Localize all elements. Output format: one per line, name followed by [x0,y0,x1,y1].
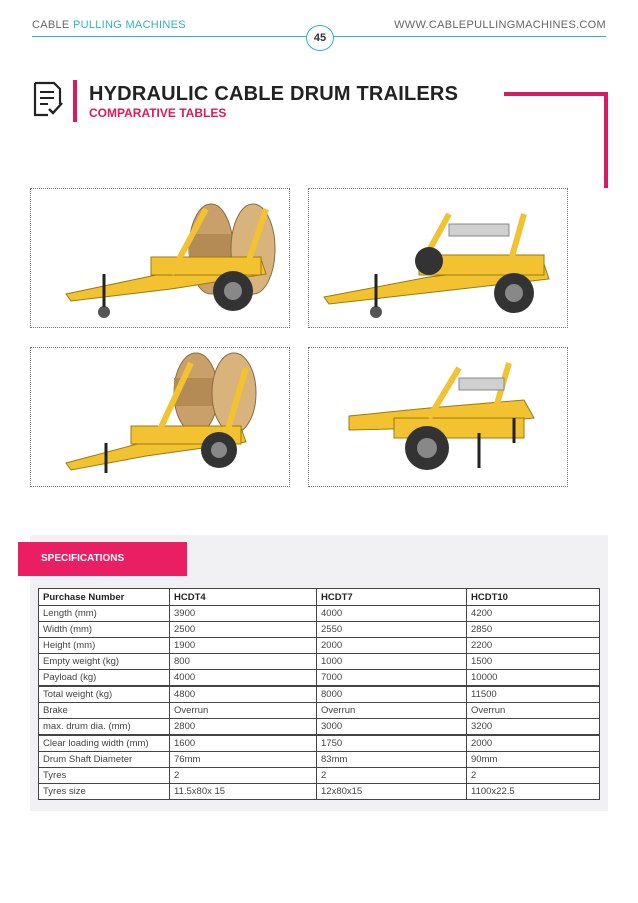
value-cell: 2000 [467,735,600,752]
row-label-cell: Length (mm) [39,606,170,622]
value-cell: 2 [170,768,317,784]
value-cell: 76mm [170,752,317,768]
value-cell: Overrun [170,703,317,719]
row-label-cell: Total weight (kg) [39,686,170,703]
brand-name [32,19,186,31]
table-row [39,654,600,670]
row-label-cell: Width (mm) [39,622,170,638]
table-row [39,719,600,736]
value-cell: 2 [467,768,600,784]
trailer-empty-photo-2 [308,347,568,487]
value-cell: 2200 [467,638,600,654]
value-cell: 1750 [317,735,467,752]
value-cell: 7000 [317,670,467,687]
value-cell: 1600 [170,735,317,752]
page-title: HYDRAULIC CABLE DRUM TRAILERS [89,83,459,105]
value-cell: 11.5x80x 15 [170,784,317,800]
value-cell: 1000 [317,654,467,670]
corner-decoration-vertical [604,92,608,188]
header-cell: HCDT4 [170,589,317,606]
row-label-cell: Tyres size [39,784,170,800]
value-cell: 2550 [317,622,467,638]
table-header-row [39,589,600,606]
row-label-cell: Brake [39,703,170,719]
table-row [39,768,600,784]
trailer-with-drum-photo-1 [30,188,290,328]
value-cell: 3200 [467,719,600,736]
value-cell: 3000 [317,719,467,736]
table-row [39,752,600,768]
website-link[interactable]: WWW.CABLEPULLINGMACHINES.COM [394,19,606,31]
value-cell: Overrun [467,703,600,719]
brand-accent: PULLING MACHINES [72,19,186,31]
checklist-document-icon [30,80,64,118]
value-cell: 1900 [170,638,317,654]
value-cell: 11500 [467,686,600,703]
specifications-table [38,588,600,800]
row-label-cell: Empty weight (kg) [39,654,170,670]
value-cell: 10000 [467,670,600,687]
header-cell: Purchase Number [39,589,170,606]
table-row [39,622,600,638]
value-cell: 1100x22.5 [467,784,600,800]
title-accent-bar [73,80,77,122]
header-cell: HCDT10 [467,589,600,606]
value-cell: Overrun [317,703,467,719]
corner-decoration-horizontal [504,92,608,96]
trailer-with-drum-photo-2 [30,347,290,487]
row-label-cell: Clear loading width (mm) [39,735,170,752]
header-cell: HCDT7 [317,589,467,606]
specifications-tab: SPECIFICATIONS [18,542,187,576]
value-cell: 2850 [467,622,600,638]
trailer-empty-photo-1 [308,188,568,328]
value-cell: 83mm [317,752,467,768]
page-subtitle: COMPARATIVE TABLES [89,106,227,120]
table-row [39,703,600,719]
value-cell: 4200 [467,606,600,622]
table-row [39,670,600,687]
value-cell: 12x80x15 [317,784,467,800]
value-cell: 1500 [467,654,600,670]
value-cell: 2800 [170,719,317,736]
row-label-cell: Drum Shaft Diameter [39,752,170,768]
value-cell: 3900 [170,606,317,622]
value-cell: 2500 [170,622,317,638]
value-cell: 90mm [467,752,600,768]
table-row [39,638,600,654]
table-row [39,686,600,703]
table-row [39,735,600,752]
value-cell: 2000 [317,638,467,654]
value-cell: 8000 [317,686,467,703]
row-label-cell: Height (mm) [39,638,170,654]
page-number: 45 [306,25,334,51]
row-label-cell: Payload (kg) [39,670,170,687]
value-cell: 2 [317,768,467,784]
table-row [39,784,600,800]
value-cell: 4800 [170,686,317,703]
row-label-cell: Tyres [39,768,170,784]
row-label-cell: max. drum dia. (mm) [39,719,170,736]
brand-prefix: CABLE [32,19,70,31]
table-row [39,606,600,622]
value-cell: 800 [170,654,317,670]
value-cell: 4000 [317,606,467,622]
value-cell: 4000 [170,670,317,687]
